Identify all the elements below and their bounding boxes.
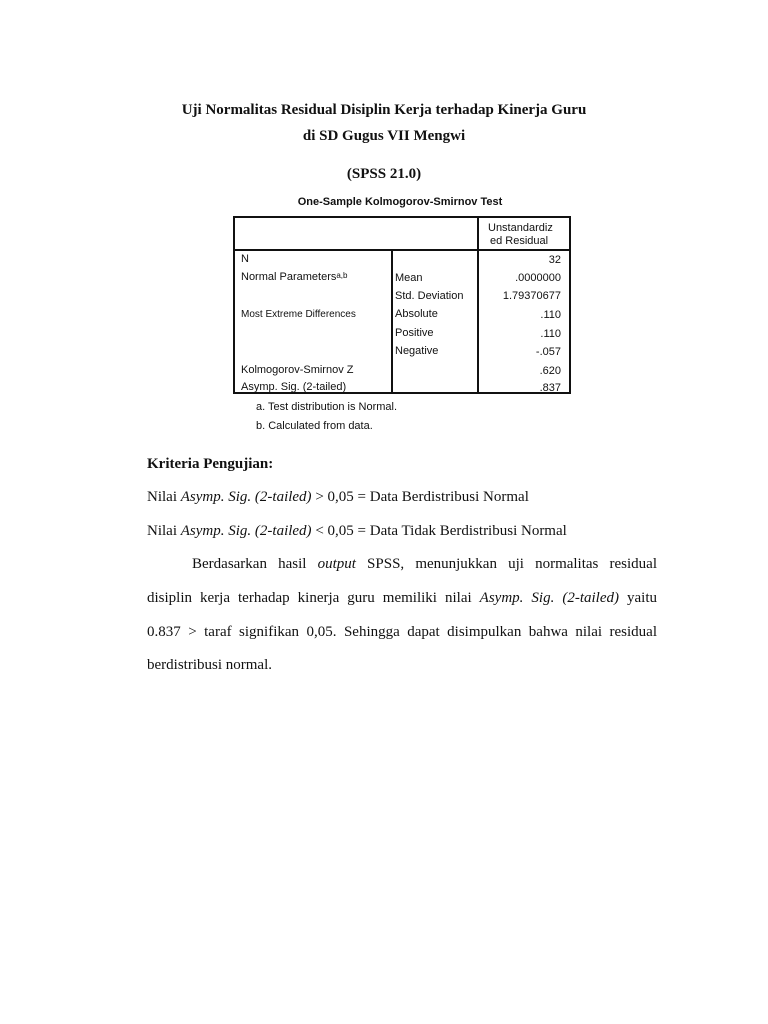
footnote-marker: a,b xyxy=(336,271,348,280)
table-header-divider xyxy=(235,249,569,251)
row-sublabel-mean: Mean xyxy=(395,272,423,284)
row-value-mean: .0000000 xyxy=(515,272,561,284)
row-label-n: N xyxy=(241,253,249,265)
row-sublabel-std-deviation: Std. Deviation xyxy=(395,290,464,302)
criteria-not-normal: Nilai Asymp. Sig. (2-tailed) < 0,05 = Data Tidak Berdistribusi Normal xyxy=(147,523,567,539)
row-value-positive: .110 xyxy=(540,328,561,340)
row-value-absolute: .110 xyxy=(540,309,561,321)
document-subtitle: di SD Gugus VII Mengwi xyxy=(302,128,466,144)
document-title: Uji Normalitas Residual Disiplin Kerja terhadap Kinerja Guru xyxy=(181,102,587,118)
table-inner-divider xyxy=(391,249,393,392)
paragraph-line-3: 0.837 > taraf signifikan 0,05. Sehingga dapat disimpulkan bahwa nilai residual xyxy=(147,624,657,640)
row-label-normal-parameters: Normal Parameters$^{a,b}$ xyxy=(241,271,348,283)
column-header-line1: Unstandardiz xyxy=(488,222,553,234)
paragraph-line-4: berdistribusi normal. xyxy=(147,657,272,673)
row-sublabel-absolute: Absolute xyxy=(395,308,438,320)
row-value-asymp-sig: .837 xyxy=(539,382,561,394)
footnote-a: a. Test distribution is Normal. xyxy=(256,401,398,413)
ks-test-table xyxy=(233,216,571,394)
row-value-std-deviation: 1.79370677 xyxy=(502,290,561,302)
row-value-ks-z: .620 xyxy=(539,365,561,377)
row-sublabel-positive: Positive xyxy=(395,327,434,339)
row-label-ks-z: Kolmogorov-Smirnov Z xyxy=(241,364,354,376)
table-title: One-Sample Kolmogorov-Smirnov Test xyxy=(297,196,503,208)
criteria-heading: Kriteria Pengujian: xyxy=(147,456,274,472)
criteria-normal: Nilai Asymp. Sig. (2-tailed) > 0,05 = Data Berdistribusi Normal xyxy=(147,489,529,505)
paragraph-line-2: disiplin kerja terhadap kinerja guru memiliki nilai Asymp. Sig. (2-tailed) yaitu xyxy=(147,590,657,606)
paragraph-line-1: Berdasarkan hasil output SPSS, menunjukkan uji normalitas residual xyxy=(192,556,658,572)
table-column-divider xyxy=(477,218,479,392)
row-value-negative: -.057 xyxy=(535,346,561,358)
column-header-line2: ed Residual xyxy=(490,235,549,247)
footnote-b: b. Calculated from data. xyxy=(256,420,373,432)
row-value-n: 32 xyxy=(548,254,561,266)
row-label-asymp-sig: Asymp. Sig. (2-tailed) xyxy=(241,381,347,393)
software-version: (SPSS 21.0) xyxy=(346,166,422,182)
row-sublabel-negative: Negative xyxy=(395,345,439,357)
row-label-most-extreme-differences: Most Extreme Differences xyxy=(241,309,356,320)
